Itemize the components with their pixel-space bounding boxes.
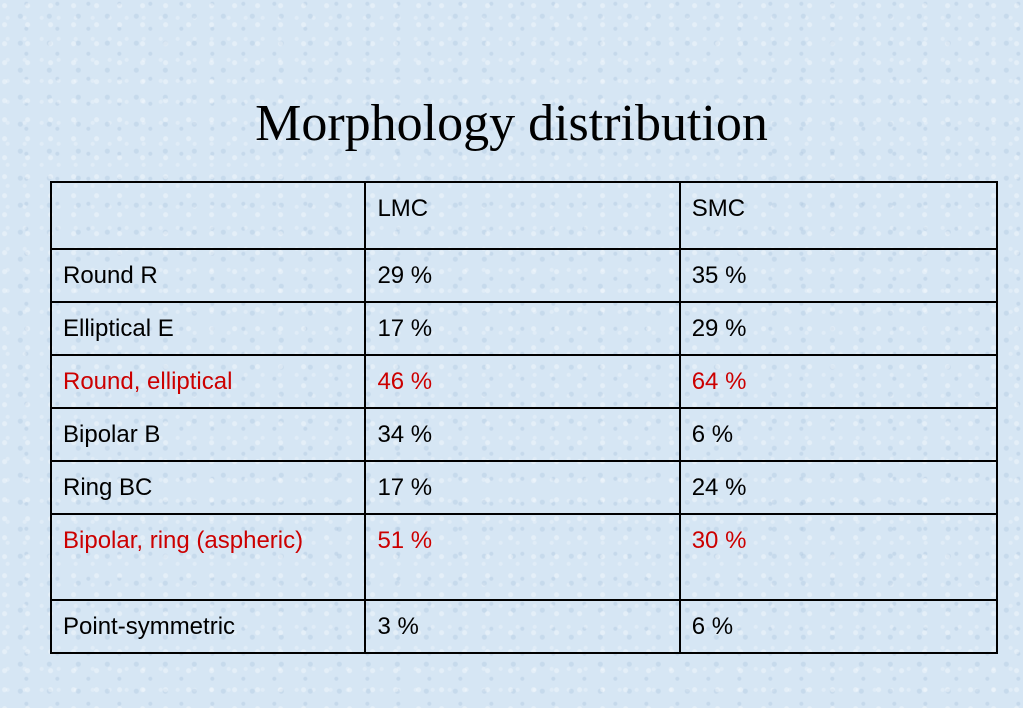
- table-row-round: [51, 249, 997, 302]
- row-label: Bipolar, ring (aspheric): [51, 514, 365, 600]
- lmc-value: 51 %: [365, 514, 679, 600]
- lmc-value: 17 %: [365, 461, 679, 514]
- table-row-bipolar-ring-total: [51, 514, 997, 600]
- row-label: Ring BC: [51, 461, 365, 514]
- lmc-value: 3 %: [365, 600, 679, 653]
- lmc-value: 29 %: [365, 249, 679, 302]
- row-label: Round, elliptical: [51, 355, 365, 408]
- lmc-value: 46 %: [365, 355, 679, 408]
- table-row-bipolar: [51, 408, 997, 461]
- table-row-elliptical: [51, 302, 997, 355]
- row-label: Round R: [51, 249, 365, 302]
- row-label: Bipolar B: [51, 408, 365, 461]
- header-cell-lmc: LMC: [365, 182, 679, 249]
- smc-value: 64 %: [680, 355, 997, 408]
- table-row-point-symmetric: [51, 600, 997, 653]
- row-label: Elliptical E: [51, 302, 365, 355]
- smc-value: 6 %: [680, 600, 997, 653]
- smc-value: 24 %: [680, 461, 997, 514]
- lmc-value: 17 %: [365, 302, 679, 355]
- table-header-row: [51, 182, 997, 249]
- slide-title: Morphology distribution: [255, 95, 768, 152]
- morphology-table: [50, 181, 998, 654]
- smc-value: 29 %: [680, 302, 997, 355]
- table-row-round-elliptical-total: [51, 355, 997, 408]
- table-row-ring: [51, 461, 997, 514]
- header-cell-smc: SMC: [680, 182, 997, 249]
- header-cell-empty: [51, 182, 365, 249]
- smc-value: 35 %: [680, 249, 997, 302]
- row-label: Point-symmetric: [51, 600, 365, 653]
- smc-value: 30 %: [680, 514, 997, 600]
- lmc-value: 34 %: [365, 408, 679, 461]
- smc-value: 6 %: [680, 408, 997, 461]
